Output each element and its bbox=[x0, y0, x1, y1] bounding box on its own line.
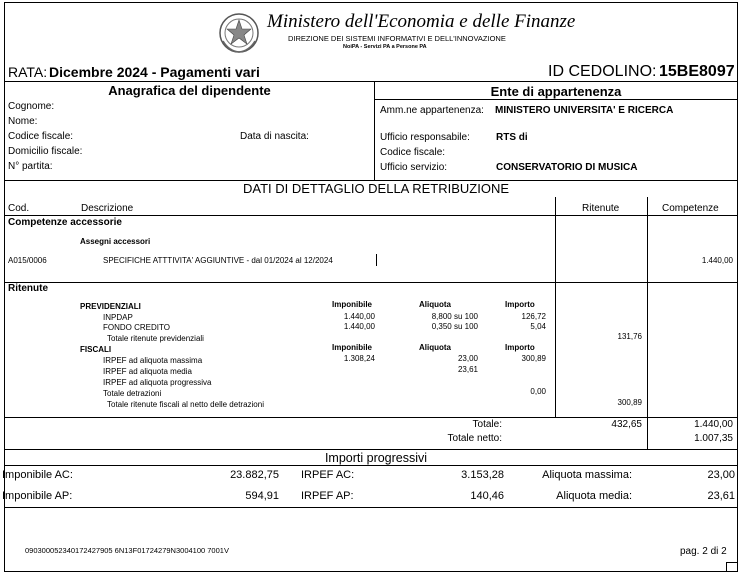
fondo-importo: 5,04 bbox=[530, 322, 546, 331]
divider bbox=[5, 449, 737, 450]
page-corner bbox=[726, 562, 737, 571]
rata-label: RATA: bbox=[8, 64, 48, 80]
uff-resp-value: RTS di bbox=[496, 132, 528, 143]
republic-emblem-icon bbox=[217, 11, 261, 55]
imp-ap-value: 594,91 bbox=[245, 490, 279, 502]
partita-label: N° partita: bbox=[8, 161, 53, 172]
imp-ac-label: Imponibile AC: bbox=[2, 469, 73, 481]
netto-value: 1.007,35 bbox=[694, 433, 733, 444]
divider bbox=[647, 197, 648, 450]
tot-detr-label: Totale detrazioni bbox=[103, 389, 162, 398]
irpef-ac-label: IRPEF AC: bbox=[301, 469, 355, 481]
divider bbox=[5, 417, 737, 418]
prev-title: PREVIDENZIALI bbox=[80, 302, 141, 311]
irpef-max-label: IRPEF ad aliquota massima bbox=[103, 356, 203, 365]
irpef-ac-value: 3.153,28 bbox=[461, 469, 504, 481]
irpef-media-aliquota: 23,61 bbox=[457, 365, 478, 374]
divider bbox=[5, 465, 737, 466]
progressivi-title: Importi progressivi bbox=[324, 451, 428, 465]
tot-prev-value: 131,76 bbox=[617, 332, 642, 341]
data-nascita-label: Data di nascita: bbox=[240, 131, 309, 142]
ali-max-label: Aliquota massima: bbox=[542, 469, 632, 481]
uff-serv-label: Ufficio servizio: bbox=[380, 162, 448, 173]
header-imponibile-fisc: Imponibile bbox=[332, 343, 372, 352]
ali-max-value: 23,00 bbox=[707, 469, 735, 481]
inpdap-label: INPDAP bbox=[103, 313, 133, 322]
tot-detr-value: 0,00 bbox=[530, 387, 546, 396]
fondo-label: FONDO CREDITO bbox=[103, 323, 170, 332]
irpef-max-aliquota: 23,00 bbox=[457, 354, 478, 363]
amm-label: Amm.ne appartenenza: bbox=[380, 105, 484, 116]
divider bbox=[375, 99, 737, 100]
col-rit: Ritenute bbox=[582, 203, 620, 214]
irpef-ap-label: IRPEF AP: bbox=[301, 490, 354, 502]
cf-ente-label: Codice fiscale: bbox=[380, 147, 446, 158]
domicilio-label: Domicilio fiscale: bbox=[8, 146, 83, 157]
inpdap-aliquota: 8,800 su 100 bbox=[431, 312, 478, 321]
text-cursor bbox=[376, 254, 377, 266]
row-desc: SPECIFICHE ATTTIVITA' AGGIUNTIVE - dal 01/2024 al 12/2024 bbox=[103, 256, 333, 265]
header-imponibile: Imponibile bbox=[332, 300, 372, 309]
inpdap-imponibile: 1.440,00 bbox=[343, 312, 375, 321]
totale-ritenute: 432,65 bbox=[611, 419, 642, 430]
divider bbox=[5, 81, 737, 82]
competenze-title: Competenze accessorie bbox=[8, 217, 122, 228]
uff-serv-value: CONSERVATORIO DI MUSICA bbox=[496, 162, 638, 173]
tot-fisc-label: Totale ritenute fiscali al netto delle detrazioni bbox=[107, 400, 264, 409]
header-importo: Importo bbox=[505, 300, 535, 309]
noipa-label: NoiPA - Servizi PA a Persone PA bbox=[343, 44, 427, 50]
col-cod: Cod. bbox=[8, 203, 30, 214]
irpef-max-imponibile: 1.308,24 bbox=[343, 354, 375, 363]
col-desc: Descrizione bbox=[81, 203, 134, 214]
tot-prev-label: Totale ritenute previdenziali bbox=[107, 334, 204, 343]
uff-resp-label: Ufficio responsabile: bbox=[380, 132, 470, 143]
netto-label: Totale netto: bbox=[447, 433, 502, 444]
divider bbox=[5, 215, 737, 216]
header-aliquota-fisc: Aliquota bbox=[419, 343, 451, 352]
amm-value: MINISTERO UNIVERSITA' E RICERCA bbox=[495, 105, 674, 116]
ministry-name: Ministero dell'Economia e delle Finanze bbox=[267, 11, 576, 32]
totale-label: Totale: bbox=[472, 419, 502, 430]
divider bbox=[5, 507, 737, 508]
header-importo-fisc: Importo bbox=[505, 343, 535, 352]
cedolino-label: ID CEDOLINO: bbox=[548, 63, 657, 80]
ali-media-value: 23,61 bbox=[707, 490, 735, 502]
ali-media-label: Aliquota media: bbox=[556, 490, 632, 502]
payslip-document bbox=[4, 2, 738, 572]
divider bbox=[5, 282, 737, 283]
fisc-title: FISCALI bbox=[80, 345, 112, 354]
tot-fisc-value: 300,89 bbox=[617, 398, 642, 407]
divider bbox=[555, 197, 556, 417]
cedolino-value: 15BE8097 bbox=[659, 63, 735, 80]
imp-ac-value: 23.882,75 bbox=[230, 469, 279, 481]
inpdap-importo: 126,72 bbox=[521, 312, 546, 321]
row-amount: 1.440,00 bbox=[701, 256, 733, 265]
fondo-aliquota: 0,350 su 100 bbox=[431, 322, 478, 331]
irpef-media-label: IRPEF ad aliquota media bbox=[103, 367, 192, 376]
irpef-max-importo: 300,89 bbox=[521, 354, 546, 363]
ente-title: Ente di appartenenza bbox=[490, 84, 622, 99]
row-code: A015/0006 bbox=[8, 256, 47, 265]
anagrafica-title: Anagrafica del dipendente bbox=[108, 83, 271, 98]
header-aliquota: Aliquota bbox=[419, 300, 451, 309]
dettaglio-title: DATI DI DETTAGLIO DELLA RETRIBUZIONE bbox=[242, 181, 510, 196]
nome-label: Nome: bbox=[8, 116, 38, 127]
fondo-imponibile: 1.440,00 bbox=[343, 322, 375, 331]
totale-competenze: 1.440,00 bbox=[694, 419, 733, 430]
irpef-prog-label: IRPEF ad aliquota progressiva bbox=[103, 378, 212, 387]
footer-code: 090300052340172427905 6N13F01724279N3004100 7001V bbox=[25, 546, 229, 555]
codice-fiscale-label: Codice fiscale: bbox=[8, 131, 74, 142]
direction-name: DIREZIONE DEI SISTEMI INFORMATIVI E DELL'INNOVAZIONE bbox=[288, 34, 506, 43]
cognome-label: Cognome: bbox=[8, 101, 55, 112]
col-comp: Competenze bbox=[662, 203, 719, 214]
rata-value: Dicembre 2024 - Pagamenti vari bbox=[49, 64, 260, 80]
irpef-ap-value: 140,46 bbox=[470, 490, 504, 502]
assegni-label: Assegni accessori bbox=[80, 237, 151, 246]
ritenute-title: Ritenute bbox=[8, 283, 48, 294]
imp-ap-label: Imponibile AP: bbox=[2, 490, 73, 502]
page-number: pag. 2 di 2 bbox=[680, 546, 727, 557]
